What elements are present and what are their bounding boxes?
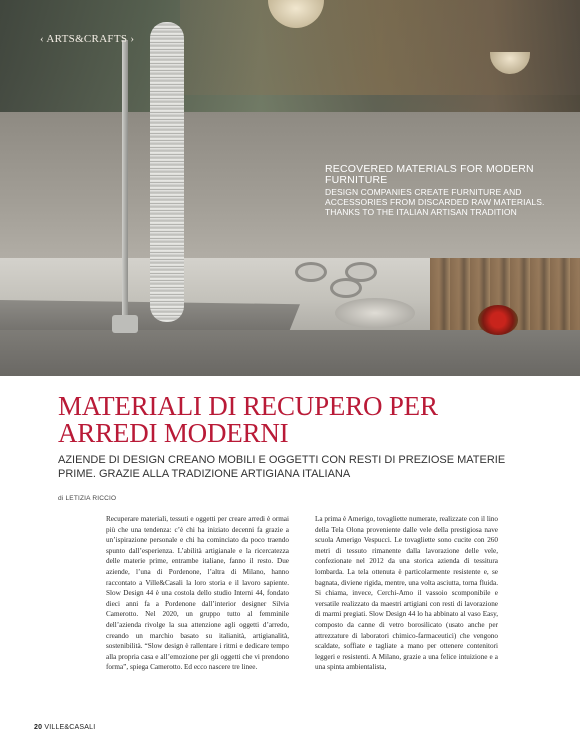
berry-decoration	[478, 305, 518, 335]
faucet-pipe	[122, 40, 128, 330]
article-headline: MATERIALI DI RECUPERO PER ARREDI MODERNI	[58, 391, 438, 448]
page-number: 20	[34, 724, 43, 731]
article-column-1: Recuperare materiali, tessuti e oggetti per creare arredi è ormai più che una tendenza: c’è chi ha iniziato decenni fa grazie a un’ispirazione personale e chi ha cominciato da poco traendo spunto dall’esperienza. L’abilità artigianale e la ricercatezza delle materie prime, entrambe italiane, fanno il resto. Due aziende, l’una di Pordenone, l’altra di Milano, hanno raccontato a Ville&Casali la loro storia e il lavoro sapiente. Slow Design 44 è una costola dello studio Interni 44, fondato dieci anni fa a Pordenone dall’interior designer Silvia Camerotto. Nel 2020, un gruppo tutto al femminile dell’azienda rivolge la sua attenzione agli oggetti d’arredo, creando un marchio basato su italianità, artigianalità, sostenibilità. “Slow design è rallentare i ritmi e dedicare tempo alla propria casa e all’emozione per gli oggetti che vi prendono forma”, spiega Camerotto. Ed ecco nascere tre linee.	[106, 515, 289, 672]
faucet-head	[112, 315, 138, 333]
magazine-name: VILLE&CASALI	[44, 724, 96, 731]
wooden-beam-shadow	[180, 0, 580, 95]
article-column-2: La prima è Amerigo, tovagliette numerate, realizzate con il lino della Tela Olona proveniente dalle vele della prestigiosa nave scuola Amerigo Vespucci. Le tovagliette sono cucite con 260 metri di tessuto rimanente dalla lavorazione delle vele, confezionate nel 2012 da una storica azienda di tessitura lombarda. La tela ottenuta è particolarmente resistente e, se bagnata, diviene rigida, mentre, una volta asciutta, torna fluida. Si chiama, invece, Cerchi-Amo il vassoio scomponibile e versatile realizzato da maestri artigiani con resti di lavorazione di marmi pregiati. Slow Design 44 lo ha abbinato al vaso Easy, composto da canne di vetro borosilicato (usato anche per attrezzature di laboratori chimico-farmaceutici) che vengono scaldate, soffiate e tagliate a mano per ottenere contenitori leggeri e resistenti. A Milano, grazie a una felice intuizione e a una spinta ambientalista,	[315, 515, 498, 672]
article-standfirst: AZIENDE DI DESIGN CREANO MOBILI E OGGETTI CON RESTI DI PREZIOSE MATERIE PRIME. GRAZIE ALLA TRADIZIONE ARTIGIANA ITALIANA	[58, 454, 506, 480]
gas-burner	[295, 262, 327, 282]
page-folio	[34, 724, 95, 731]
spring-faucet	[150, 22, 184, 322]
caption-body: DESIGN COMPANIES CREATE FURNITURE AND ACCESSORIES FROM DISCARDED RAW MATERIALS. THANKS TO THE ITALIAN ARTISAN TRADITION	[325, 187, 545, 217]
photo-caption	[325, 164, 550, 217]
caption-title: RECOVERED MATERIALS FOR MODERN FURNITURE	[325, 163, 534, 186]
steel-bowl	[335, 298, 415, 328]
section-kicker: ‹ ARTS&CRAFTS ›	[40, 33, 135, 45]
countertop-edge	[0, 330, 580, 376]
gas-burner	[330, 278, 362, 298]
article-byline: di LETIZIA RICCIO	[58, 495, 117, 502]
